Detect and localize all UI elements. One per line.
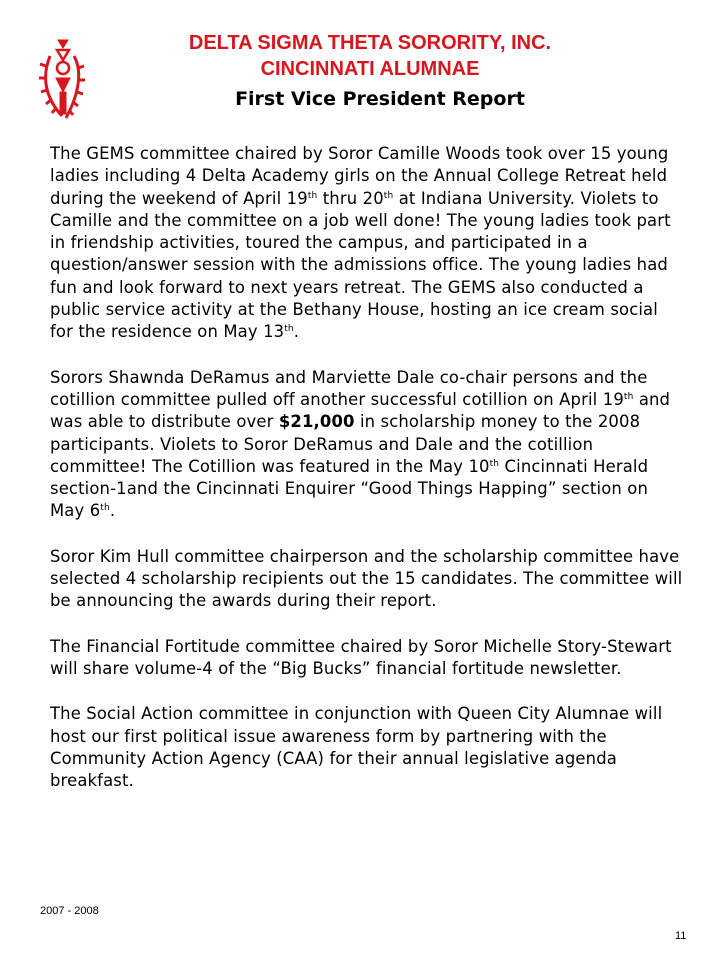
paragraph-financial-fortitude: The Financial Fortitude committee chaired by Soror Michelle Story-Stewart will share volume-4 of the “Big Bucks” financial fortitude newsletter. xyxy=(50,636,672,678)
paragraph-cotillion: Sorors Shawnda DeRamus and Marviette Dale co-chair persons and the cotillion committee pulled off another successful cotillion on April 19th and was able to distribute over $21,000 in scholarship money to the 2008 participants. Violets to Soror DeRamus and Dale and the cotillion committee! The Cotillion was featured in the May 10th Cincinnati Herald section-1and the Cincinnati Enquirer “Good Things Happing” section on May 6th. xyxy=(50,367,671,521)
paragraph-scholarship: Soror Kim Hull committee chairperson and the scholarship committee have selected 4 scholarship recipients out the 15 candidates. The committee will be announcing the awards during their report. xyxy=(50,546,683,611)
delta-sigma-theta-crest-icon xyxy=(36,36,100,126)
footer-year: 2007 - 2008 xyxy=(40,905,99,917)
scholarship-amount: $21,000 xyxy=(278,412,355,432)
report-title: First Vice President Report xyxy=(235,88,525,110)
paragraph-social-action: The Social Action committee in conjunction with Queen City Alumnae will host our first political issue awareness form by partnering with the Community Action Agency (CAA) for their annual legislative agenda breakfast. xyxy=(50,704,663,791)
paragraph-gems: The GEMS committee chaired by Soror Camille Woods took over 15 young ladies including 4 Delta Academy girls on the Annual College Retreat held during the weekend of April 19th thru 20th at Indiana University. Violets to Camille and the committee on a job well done! The young ladies took part in friendship activities, toured the campus, and participated in a question/answer session with the admissions office. The young ladies had fun and look forward to next years retreat. The GEMS also conducted a public service activity at the Bethany House, hosting an ice cream social for the residence on May 13th. xyxy=(50,144,671,342)
chapter-name: CINCINNATI ALUMNAE xyxy=(260,58,480,80)
page-number: 11 xyxy=(675,930,687,942)
organization-name: DELTA SIGMA THETA SORORITY, INC. xyxy=(188,32,552,54)
report-body xyxy=(50,143,686,815)
